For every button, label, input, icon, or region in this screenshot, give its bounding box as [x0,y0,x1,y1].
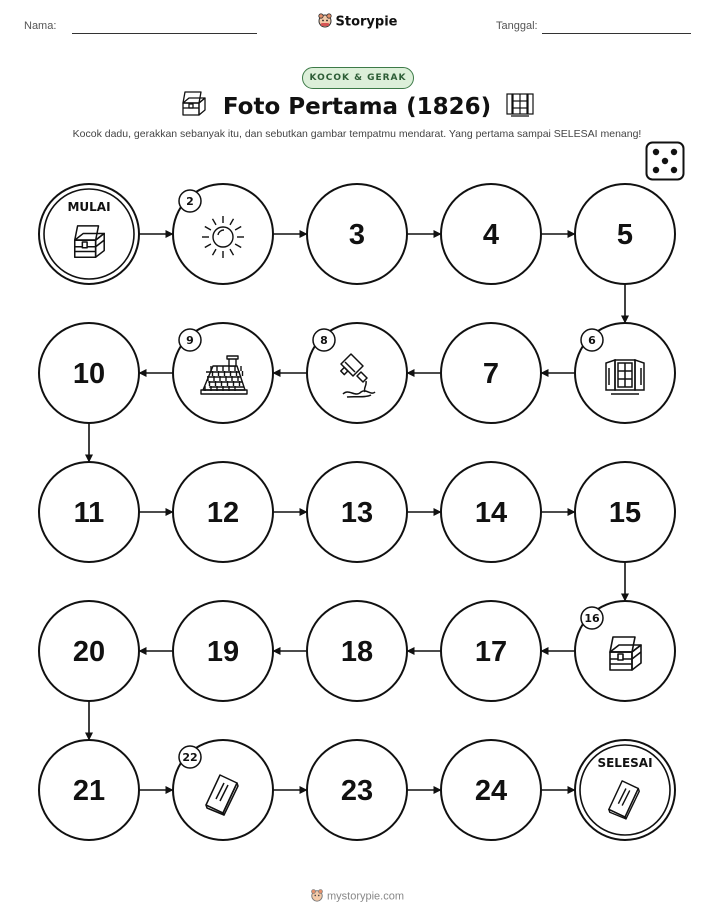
space-number: 12 [206,497,240,529]
board-space [307,323,407,423]
board-space [39,184,139,284]
space-number: 24 [474,775,508,807]
space-number-badge: 2 [186,195,194,208]
space-number: 10 [72,358,106,390]
instructions: Kocok dadu, gerakkan sebanyak itu, dan sebutkan gambar tempatmu mendarat. Yang pertama sampai SELESAI menang! [72,128,642,140]
name-label: Nama: [24,20,57,32]
board-space [173,740,273,840]
footer [0,888,714,905]
space-number-badge: 6 [588,334,596,347]
board-space [441,462,541,562]
title-text: Foto Pertama (1826) [222,93,492,120]
board-space [441,323,541,423]
space-number: 15 [608,497,642,529]
space-number: 21 [72,775,106,807]
activity-badge: KOCOK & GERAK [302,67,414,89]
board-space [307,740,407,840]
space-number: 13 [340,497,374,529]
board-space [575,323,675,423]
board-space [39,601,139,701]
space-number-badge: 8 [320,334,328,347]
board-space [441,740,541,840]
space-number: 4 [482,219,500,251]
board-space [173,601,273,701]
start-label: MULAI [67,200,111,214]
board-space [307,601,407,701]
brand-name: Storypie [335,14,398,30]
space-number: 17 [474,636,508,668]
space-number: 11 [73,497,105,529]
board-space [575,462,675,562]
board-space [441,184,541,284]
board-space [575,184,675,284]
space-number: 14 [474,497,508,529]
space-number-badge: 22 [182,751,198,764]
space-number: 20 [72,636,106,668]
board-space [173,462,273,562]
board-space [441,601,541,701]
space-number: 5 [616,219,634,251]
date-label: Tanggal: [496,20,538,32]
space-number-badge: 9 [186,334,194,347]
board-space [307,462,407,562]
board-space [575,740,675,840]
footer-url: mystorypie.com [326,890,405,903]
storypie-logo-icon [310,888,324,905]
board-space [173,184,273,284]
board-space [307,184,407,284]
board-space [39,740,139,840]
board-space [39,462,139,562]
board-space [39,323,139,423]
space-number: 7 [482,358,500,390]
space-number-badge: 16 [584,612,600,625]
board-space [173,323,273,423]
board-space [575,601,675,701]
space-number: 18 [340,636,374,668]
space-number: 23 [340,775,374,807]
space-number: 3 [348,219,366,251]
finish-label: SELESAI [597,756,653,770]
space-number: 19 [206,636,240,668]
